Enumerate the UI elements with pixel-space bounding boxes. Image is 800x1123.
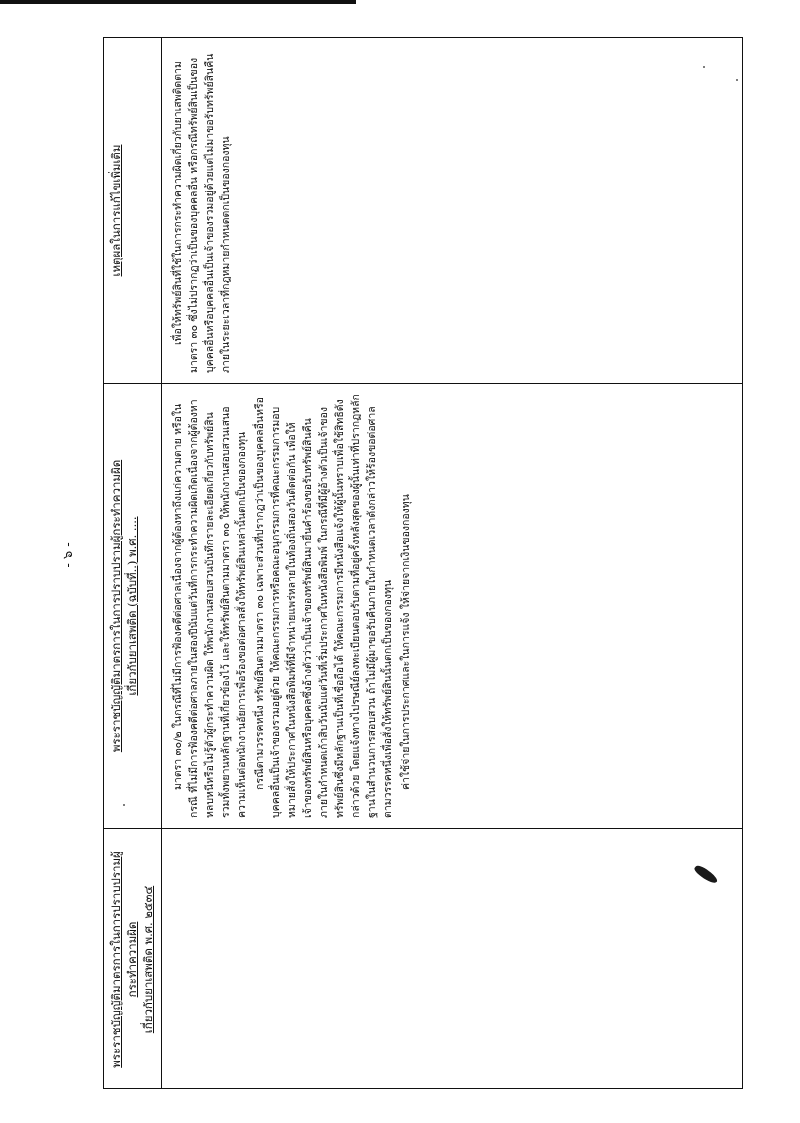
page-number: - ๖ - [61, 542, 76, 568]
header-line-2: เกี่ยวกับยาเสพติด (ฉบับที่..) พ.ศ. .... [125, 516, 139, 696]
column-body-current-law [162, 829, 178, 1089]
header-text: เหตุผลในการแก้ไขเพิ่มเติม [109, 144, 123, 277]
speck [703, 66, 705, 68]
column-header-reason [104, 38, 162, 383]
header-line-1: พระราชบัญญัติมาตรการในการปราบปรามผู้กระทำความผิด [109, 851, 139, 1068]
column-reason [104, 38, 743, 383]
header-line-1: พระราชบัญญัติมาตรการในการปราบปรามผู้กระทำความผิด [109, 459, 123, 753]
paragraph-3: ค่าใช้จ่ายในการประกาศและในการแจ้ง ให้จ่ายจากเงินของกองทุน [400, 494, 412, 790]
reason-paragraph: เพื่อให้ทรัพย์สินที่ใช้ในการกระทำความผิดเกี่ยวกับยาเสพติดตามมาตรา ๓๐ ซึ่งไม่ปรากฏว่าเป็นของบุคคลอื่น หรือกรณีทรัพย์สินเป็นของบุคคลอื่นหรือบุคคลอื่นเป็นเจ้าของรวมอยู่ด้วยแต่ไม่มาขอรับทรัพย์สินคืนภายในระยะเวลาที่กฎหมายกำหนดตกเป็นของกองทุน [172, 53, 232, 373]
speck [736, 79, 738, 81]
column-current-law [104, 828, 743, 1089]
paragraph-2: กรณีตามวรรคหนึ่ง ทรัพย์สินตามมาตรา ๓๐ เฉพาะส่วนที่ปรากฏว่าเป็นของบุคคลอื่นหรือบุคคลอื่นเป็นเจ้าของรวมอยู่ด้วย ให้คณะกรรมการหรือคณะอนุกรรมการที่คณะกรรมการมอบหมายสั่งให้ประกาศในหนังสือพิมพ์ที่มีจำหน่ายแพร่หลายในท้องถิ่นสองวันติดต่อกัน เพื่อให้เจ้าของทรัพย์สินหรือบุคคลซึ่งอ้างตัวว่าเป็นเจ้าของทรัพย์สินมายื่นคำร้องขอรับทรัพย์สินคืนภายในกำหนดเก้าสิบวันนับแต่วันที่เริ่มประกาศในหนังสือพิมพ์ ในกรณีที่มีผู้อ้างตัวเป็นเจ้าของทรัพย์สินซึ่งมีหลักฐานเป็นที่เชื่อถือได้ ให้คณะกรรมการมีหนังสือแจ้งให้ผู้นั้นทราบเพื่อใช้สิทธิดังกล่าวด้วย โดยแจ้งทางไปรษณีย์ลงทะเบียนตอบรับตามที่อยู่ครั้งหลังสุดของผู้นั้นเท่าที่ปรากฏหลักฐานในสำนวนการสอบสวน ถ้าไม่มีผู้มาขอรับคืนภายในกำหนดเวลาดังกล่าวให้ร้องขอต่อศาลตามวรรคหนึ่งเพื่อสั่งให้ทรัพย์สินนั้นตกเป็นของกองทุน [254, 394, 394, 818]
header-line-2: เกี่ยวกับยาเสพติด พ.ศ. ๒๕๓๔ [141, 885, 155, 1034]
speck [123, 804, 125, 806]
column-header-current-law [104, 829, 162, 1089]
column-body-reason [162, 38, 244, 383]
comparison-table [103, 37, 743, 1089]
column-header-amendment [104, 384, 162, 828]
paragraph-1: มาตรา ๓๐/๒ ในกรณีที่ไม่มีการฟ้องคดีต่อศาลเนื่องจากผู้ต้องหาถึงแก่ความตาย หรือในกรณี ที่ไม่มีการฟ้องคดีต่อศาลภายในสองปีนับแต่วันที่การกระทำความผิดเกิดเนื่องจากผู้ต้องหาหลบหนีหรือไม่รู้ตัวผู้กระทำความผิด ให้พนักงานสอบสวนบันทึกรายละเอียดเกี่ยวกับทรัพย์สินรวมทั้งพยานหลักฐานที่เกี่ยวข้องไว้ และให้ทรัพย์สินตามมาตรา ๓๐ ให้พนักงานสอบสวนเสนอความเห็นต่อพนักงานอัยการเพื่อร้องขอต่อศาลสั่งให้ทรัพย์สินเหล่านั้นตกเป็นของกองทุน [172, 399, 248, 818]
column-body-amendment [162, 384, 424, 828]
table-landscape [104, 38, 743, 1089]
top-rule [0, 0, 356, 4]
column-amendment [104, 383, 743, 828]
